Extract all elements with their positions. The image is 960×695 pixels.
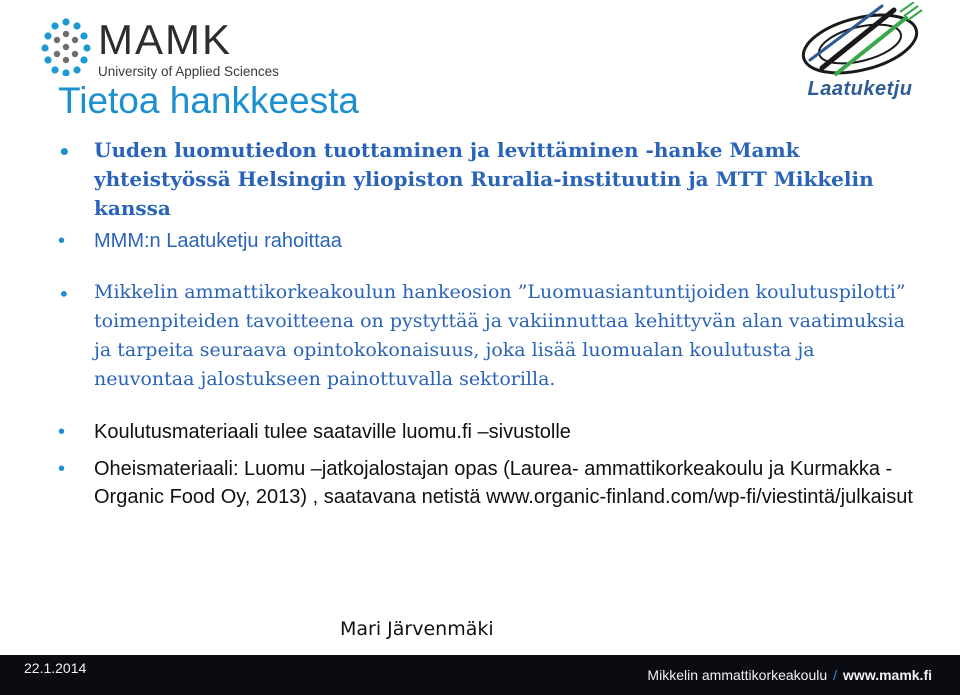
bullet-list <box>58 136 918 511</box>
laatuketju-logo-text: Laatuketju <box>807 78 913 100</box>
mamk-dots-icon <box>40 18 94 76</box>
footer-right <box>647 667 932 683</box>
slide-title: Tietoa hankkeesta <box>58 80 359 121</box>
plate-cutlery-icon <box>782 2 942 82</box>
footer-org: Mikkelin ammattikorkeakoulu <box>647 667 828 683</box>
bullet-item: • MMM:n Laatuketju rahoittaa <box>58 227 918 255</box>
mamk-logo-subtitle: University of Applied Sciences <box>98 64 279 79</box>
mamk-logo-text: MAMK <box>98 16 232 63</box>
bullet-item: • Uuden luomutiedon tuottaminen ja levittäminen -hanke Mamk yhteistyössä Helsingin yliopiston Ruralia-instituutin ja MTT Mikkelin kanssa <box>58 136 918 223</box>
mamk-logo <box>40 14 280 82</box>
bullet-item: • Koulutusmateriaali tulee saataville luomu.fi –sivustolle <box>58 418 918 446</box>
bullet-item: • Oheismateriaali: Luomu –jatkojalostajan opas (Laurea- ammattikorkeakoulu ja Kurmakka - Organic Food Oy, 2013) , saatavana netistä www.organic-finland.com/wp-fi/viestintä/julkaisut <box>58 455 918 511</box>
footer-bar <box>0 655 960 695</box>
footer-separator: / <box>833 667 838 683</box>
author-name: Mari Järvenmäki <box>340 618 494 640</box>
footer-url-link[interactable]: www.mamk.fi <box>843 667 932 683</box>
bullet-item: • Mikkelin ammattikorkeakoulun hankeosion ”Luomuasiantuntijoiden koulutuspilotti” toimenpiteiden tavoitteena on pystyttää ja vakiinnuttaa kehittyvän alan vaatimuksia ja tarpeita seuraava opintokokonaisuus, joka lisää luomualan koulutusta ja neuvontaa jalostukseen painottuvalla sektorilla. <box>58 278 918 394</box>
laatuketju-logo <box>782 2 942 106</box>
footer-date: 22.1.2014 <box>24 660 87 676</box>
